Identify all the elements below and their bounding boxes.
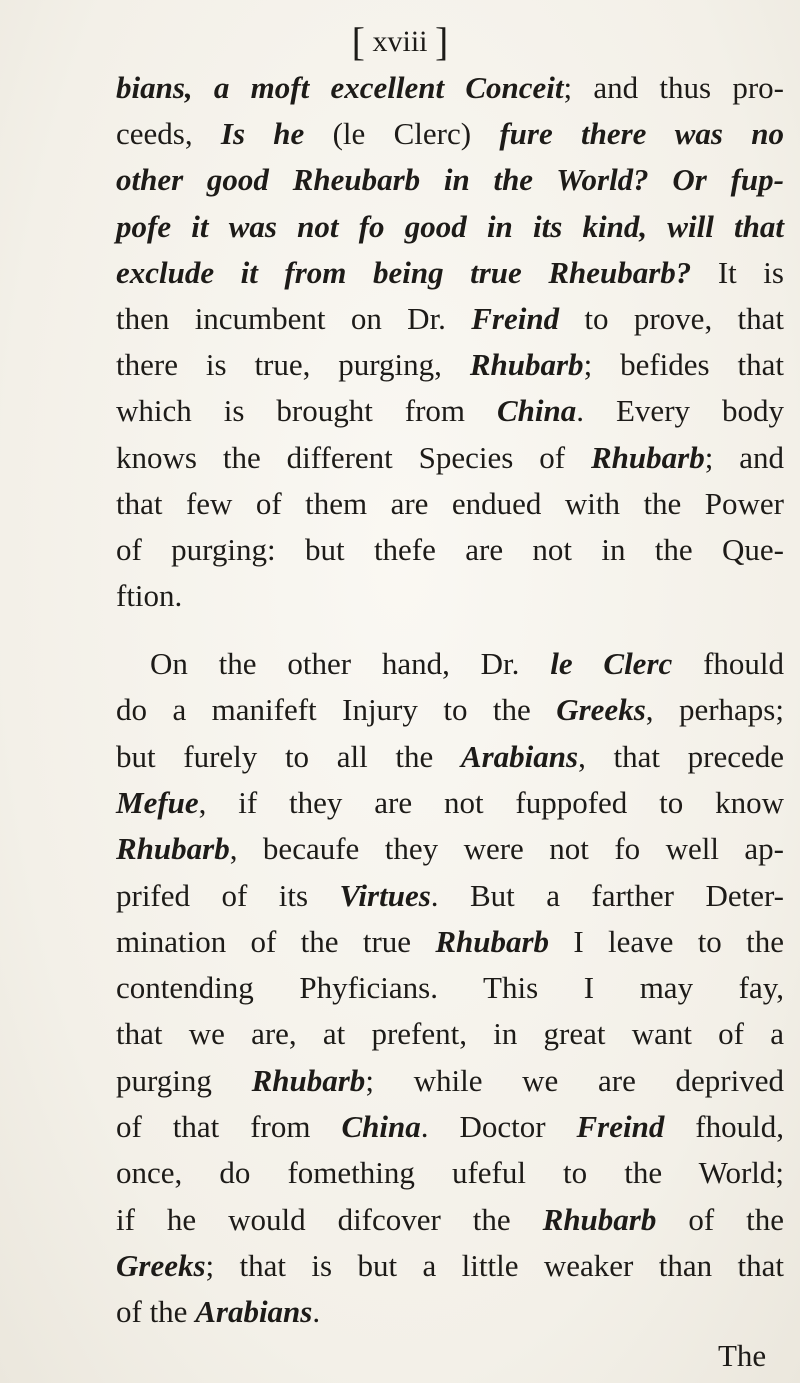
italic-text: Mefue	[116, 784, 199, 820]
text-run: , perhaps;	[645, 692, 784, 728]
text-run: ; while we are deprived	[365, 1062, 784, 1098]
italic-text: bians, a moft excellent Conceit	[116, 70, 564, 105]
text-run: there is true, purging,	[116, 347, 470, 383]
text-line	[116, 439, 785, 475]
text-run: if he would difcover the	[116, 1201, 543, 1237]
italic-text: Arabians	[195, 1294, 313, 1330]
text-line	[116, 1016, 784, 1052]
italic-text: Rhubarb	[542, 1201, 657, 1237]
italic-text: Greeks	[556, 692, 646, 728]
italic-text: Rhubarb	[435, 923, 550, 959]
text-run: knows the different Species of	[116, 439, 591, 475]
italic-text: Rhubarb	[116, 831, 230, 867]
header-right-bracket: ]	[435, 19, 449, 64]
text-run: mination of the true	[116, 923, 436, 959]
text-line	[116, 208, 784, 244]
italic-text: China	[341, 1109, 421, 1144]
text-run: ; and	[704, 439, 785, 475]
catchword: The	[718, 1338, 767, 1373]
italic-text: Arabians	[460, 738, 579, 774]
text-run: ceeds,	[116, 116, 221, 152]
italic-text: China	[497, 393, 577, 429]
text-line	[116, 1111, 784, 1142]
text-run: purging	[116, 1062, 252, 1098]
text-run: of purging: but thefe are not in the Que-	[116, 532, 784, 567]
text-run: . Every body	[576, 393, 784, 429]
italic-text: Rhubarb	[469, 347, 584, 383]
text-run: . But a farther Deter-	[430, 877, 784, 913]
text-run: , becaufe they were not fo well ap-	[229, 831, 784, 867]
italic-text: Is he	[220, 116, 305, 152]
italic-text: Virtues	[339, 877, 431, 913]
text-line	[116, 784, 784, 820]
text-run: ; and thus pro-	[563, 70, 784, 105]
text-run: of that from	[116, 1109, 342, 1144]
text-line	[116, 254, 784, 290]
text-line	[116, 116, 784, 152]
text-line	[116, 1201, 784, 1237]
text-line	[116, 303, 784, 334]
text-run: that few of them are endued with the Power	[116, 485, 784, 521]
text-line	[116, 347, 784, 383]
italic-text: pofe it was not fo good in its kind, will that	[116, 208, 784, 244]
text-run: of the	[656, 1201, 784, 1237]
text-run: but furely to all the	[116, 738, 461, 774]
text-run: that we are, at prefent, in great want of a	[116, 1016, 784, 1052]
text-run: then incumbent on Dr.	[116, 301, 472, 336]
italic-text: le Clerc	[550, 646, 673, 681]
text-line	[116, 162, 784, 198]
text-line	[116, 1062, 784, 1098]
italic-text: exclude it from being true Rheubarb?	[116, 254, 692, 290]
text-run: prifed of its	[116, 877, 340, 913]
text-line	[116, 534, 784, 565]
italic-text: Rhubarb	[591, 439, 705, 475]
page-number: xviii	[372, 25, 428, 58]
text-line	[116, 648, 784, 679]
italic-text: Rhubarb	[251, 1062, 366, 1098]
text-run: fhould,	[664, 1109, 784, 1144]
italic-text: Freind	[471, 301, 560, 336]
text-line	[116, 877, 784, 913]
text-line	[116, 485, 784, 521]
text-line	[116, 578, 784, 614]
text-run: to prove, that	[559, 301, 784, 336]
text-run: ; befides that	[583, 347, 784, 383]
text-run: ; that is but a little weaker than that	[205, 1247, 784, 1283]
text-line	[116, 1247, 784, 1283]
text-line	[116, 1294, 784, 1330]
italic-text: fure there was no	[499, 116, 784, 152]
italic-text: Greeks	[116, 1247, 206, 1283]
text-line	[116, 72, 784, 103]
text-line	[116, 831, 784, 867]
text-run: once, do fomething ufeful to the World;	[116, 1155, 784, 1191]
text-run: I leave to the	[549, 923, 784, 959]
italic-text: Freind	[576, 1109, 665, 1144]
text-line	[116, 970, 784, 1006]
text-run: .	[312, 1294, 321, 1330]
page-header	[0, 18, 800, 65]
text-run: (le Clerc)	[304, 116, 500, 152]
text-run: . Doctor	[420, 1109, 577, 1144]
text-line	[116, 1155, 784, 1191]
text-run: ftion.	[116, 578, 183, 614]
text-run: , if they are not fuppofed to know	[198, 784, 784, 820]
text-line	[116, 738, 784, 774]
text-line	[116, 692, 784, 728]
text-run: , that precede	[578, 738, 784, 774]
text-run: of the	[116, 1294, 196, 1330]
text-run: On the other hand, Dr.	[150, 646, 551, 681]
text-line	[116, 393, 784, 429]
text-run: which is brought from	[116, 393, 497, 429]
header-left-bracket: [	[351, 19, 365, 64]
text-run: contending Phyficians. This I may fay,	[116, 970, 784, 1006]
text-run: do a manifeft Injury to the	[116, 692, 557, 728]
italic-text: other good Rheubarb in the World? Or fup-	[116, 162, 784, 198]
text-run: It is	[691, 254, 784, 290]
text-run: fhould	[672, 646, 785, 681]
text-line	[116, 923, 784, 959]
